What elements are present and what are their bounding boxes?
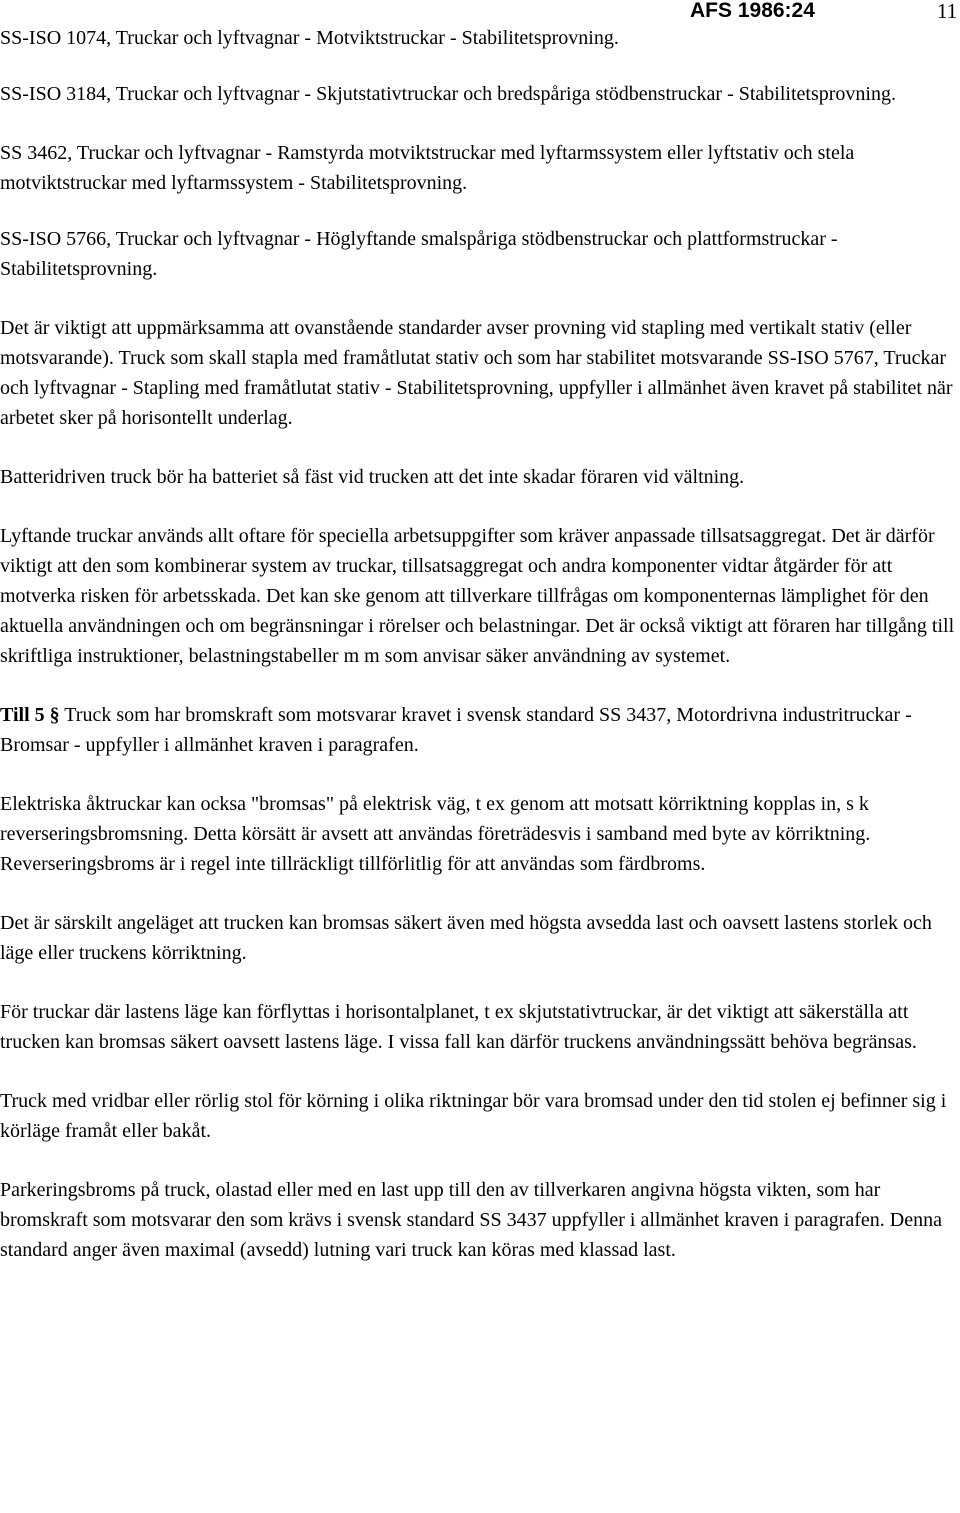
document-code: AFS 1986:24 (690, 0, 815, 22)
paragraph-section-5 (0, 700, 960, 760)
paragraph-max-load-braking: Det är särskilt angeläget att trucken kan bromsas säkert även med högsta avsedda last och oavsett lastens storlek och läge eller truckens körriktning. (0, 912, 932, 964)
paragraph-standard-3462: SS 3462, Truckar och lyftvagnar - Ramstyrda motviktstruckar med lyftarmssystem eller lyftstativ och stela motviktstruckar med lyftarmssystem - Stabilitetsprovning. (0, 142, 855, 194)
paragraph-horizontal-load: För truckar där lastens läge kan förflyttas i horisontalplanet, t ex skjutstativtruckar, är det viktigt att säkerställa att trucken kan bromsas säkert oavsett lastens läge. I vissa fall kan därför truckens användningssätt behöva begränsas. (0, 1001, 917, 1053)
paragraph-standard-3184: SS-ISO 3184, Truckar och lyftvagnar - Skjutstativtruckar och bredspåriga stödbenstruckar - Stabilitetsprovning. (0, 83, 896, 105)
paragraph-parking-brake: Parkeringsbroms på truck, olastad eller med en last upp till den av tillverkaren angivna högsta vikten, som har bromskraft som motsvarar den som krävs i svensk standard SS 3437 uppfyller i allmänhet kraven i paragrafen. Denna standard anger även maximal (avsedd) lutning vari truck kan köras med klassad last. (0, 1179, 942, 1261)
paragraph-attachments: Lyftande truckar används allt oftare för speciella arbetsuppgifter som kräver anpassade tillsatsaggregat. Det är därför viktigt att den som kombinerar system av truckar, tillsatsaggregat och andra komponenter vidtar åtgärder för att motverka risken för arbetsskada. Det kan ske genom att tillverkare tillfrågas om komponenternas lämplighet för den aktuella användningen och om begränsningar i rörelser och belastningar. Det är också viktigt att föraren har tillgång till skriftliga instruktioner, belastningstabeller m m som anvisar säker användning av systemet. (0, 525, 955, 667)
paragraph-battery: Batteridriven truck bör ha batteriet så fäst vid trucken att det inte skadar föraren vid vältning. (0, 466, 745, 488)
section-5-text: Truck som har bromskraft som motsvarar kravet i svensk standard SS 3437, Motordrivna industritruckar - Bromsar - uppfyller i allmänhet kraven i paragrafen. (0, 704, 912, 756)
document-body (0, 23, 960, 1294)
paragraph-standard-1074: SS-ISO 1074, Truckar och lyftvagnar - Motviktstruckar - Stabilitetsprovning. (0, 27, 619, 49)
section-reference: Till 5 § (0, 704, 60, 726)
paragraph-standard-5766: SS-ISO 5766, Truckar och lyftvagnar - Höglyftande smalspåriga stödbenstruckar och plattformstruckar - Stabilitetsprovning. (0, 228, 838, 280)
paragraph-rotating-seat: Truck med vridbar eller rörlig stol för körning i olika riktningar bör vara bromsad under den tid stolen ej befinner sig i körläge framåt eller bakåt. (0, 1090, 947, 1142)
paragraph-stacking-note: Det är viktigt att uppmärksamma att ovanstående standarder avser provning vid stapling med vertikalt stativ (eller motsvarande). Truck som skall stapla med framåtlutat stativ och som har stabilitet motsvarande SS-ISO 5767, Truckar och lyftvagnar - Stapling med framåtlutat stativ - Stabilitetsprovning, uppfyller i allmänhet även kravet på stabilitet när arbetet sker på horisontellt underlag. (0, 317, 953, 429)
paragraph-electric-braking: Elektriska åktruckar kan ocksa "bromsas" på elektrisk väg, t ex genom att motsatt körriktning kopplas in, s k reverseringsbromsning. Detta körsätt är avsett att användas företrädesvis i samband med byte av körriktning. Reverseringsbroms är i regel inte tillräckligt tillförlitlig för att användas som färdbroms. (0, 793, 871, 875)
page-number: 11 (937, 0, 958, 23)
